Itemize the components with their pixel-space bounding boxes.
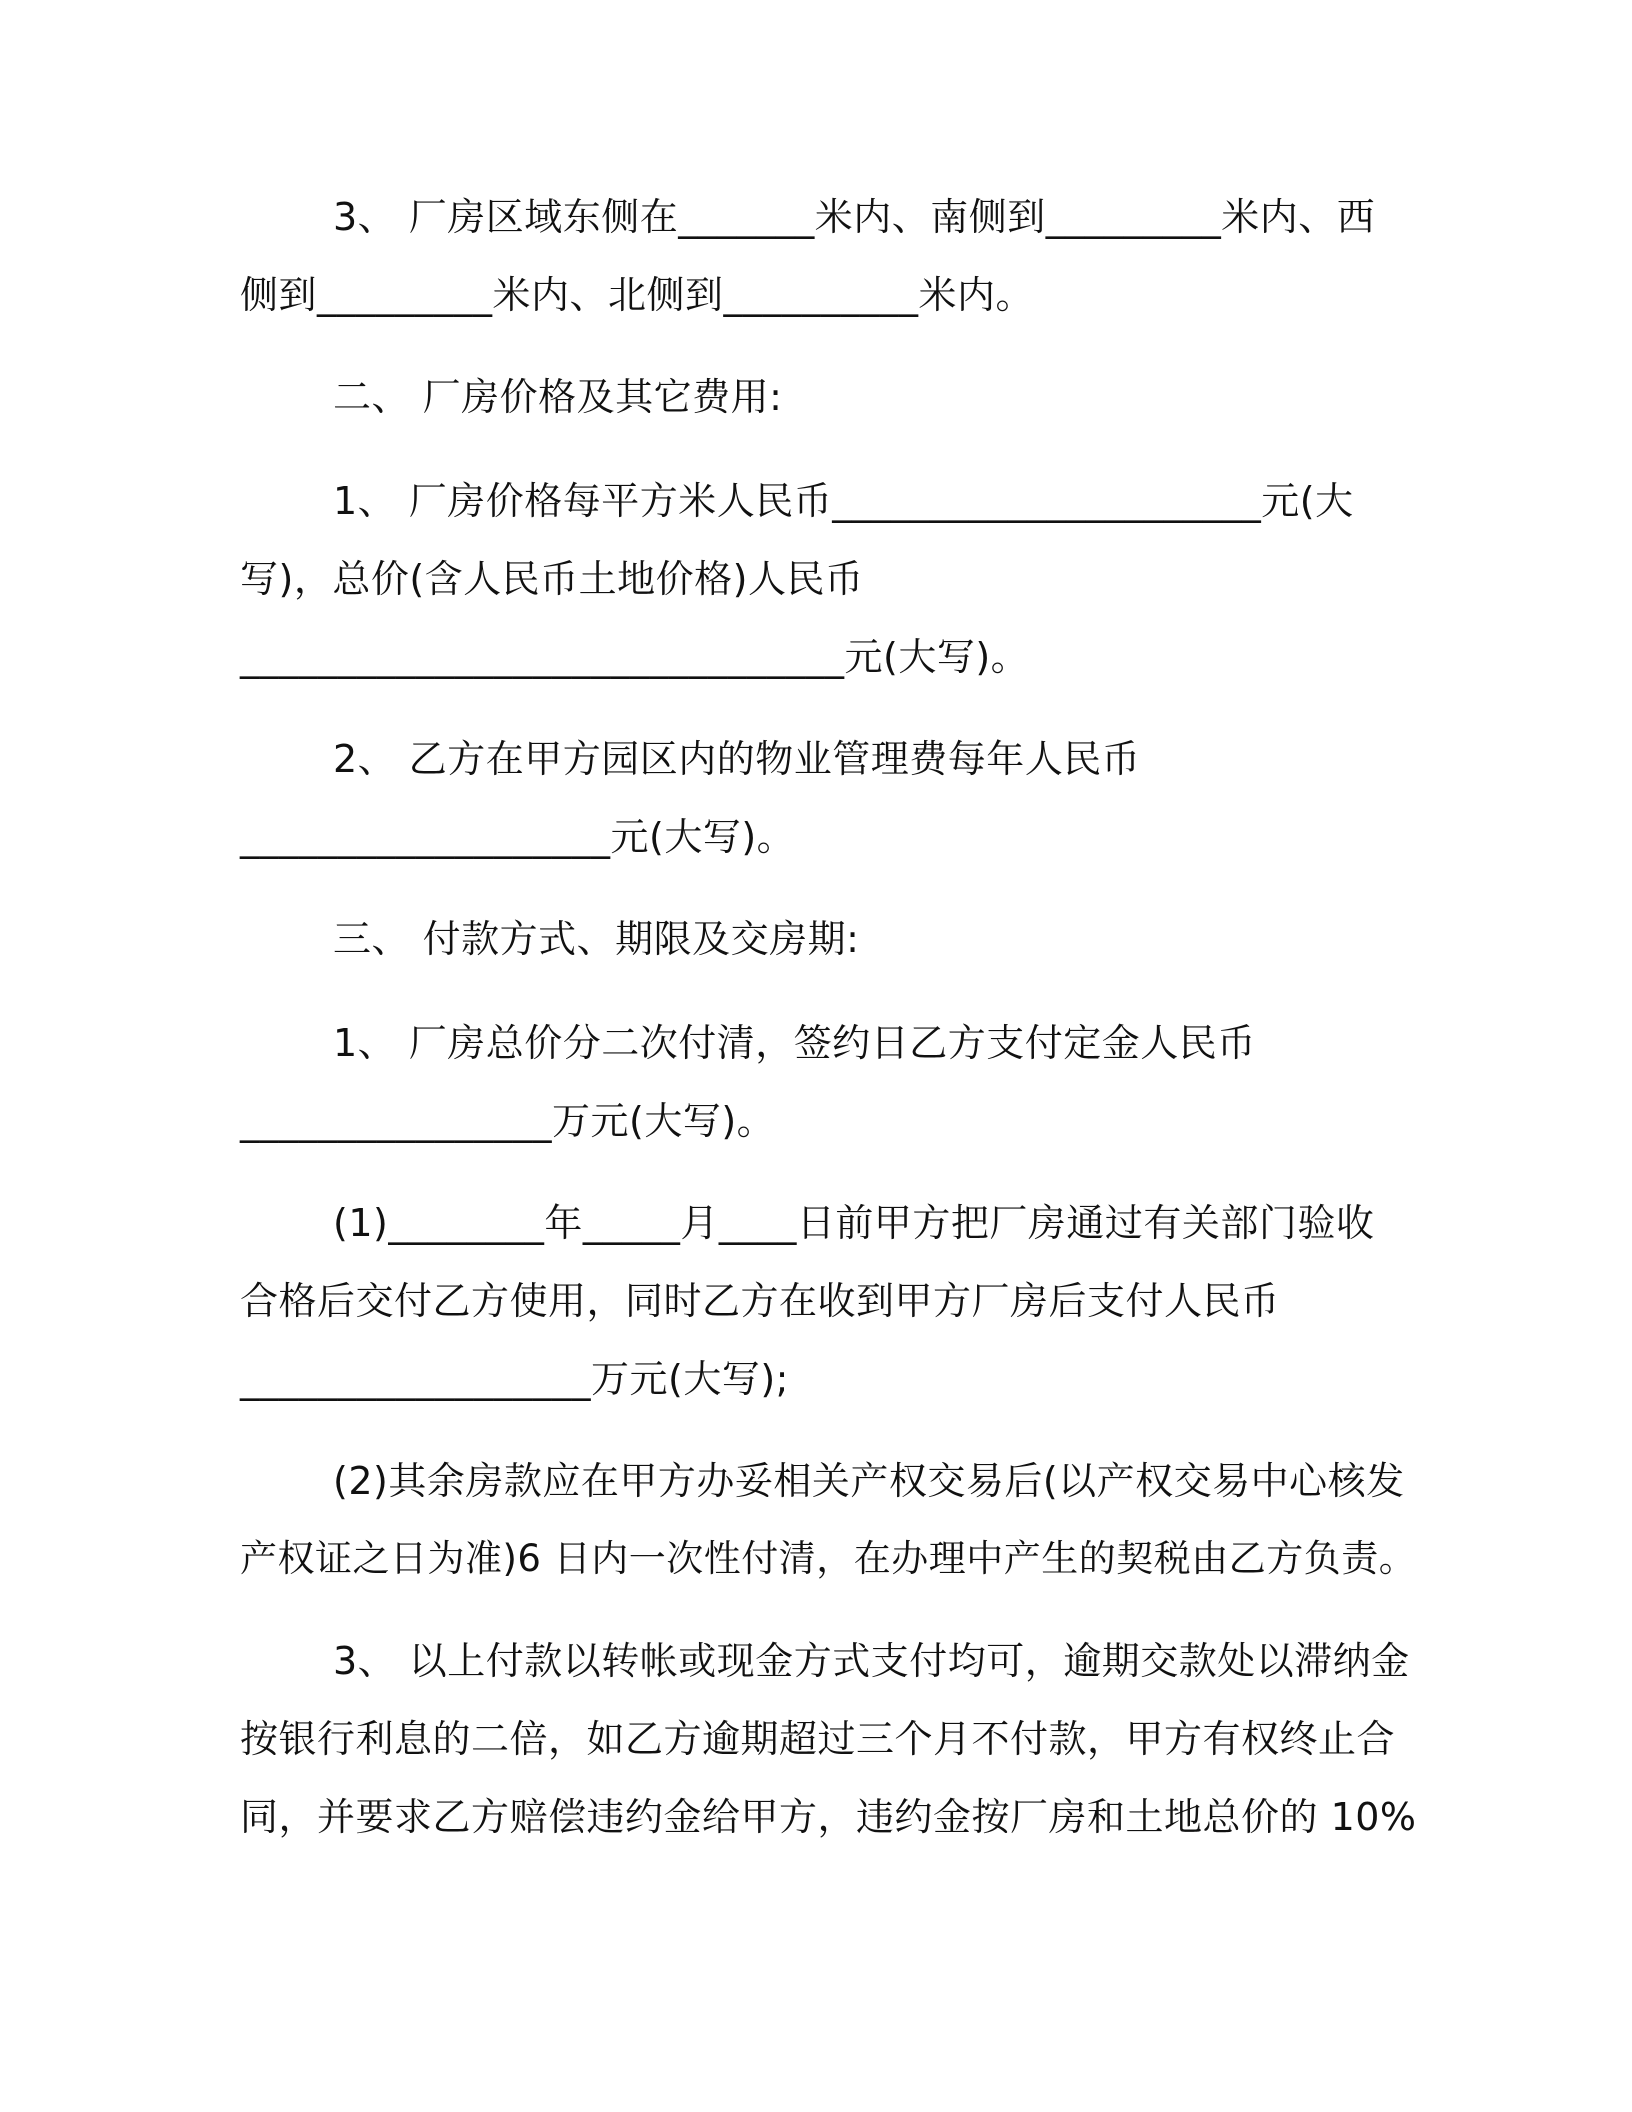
clause-3-1-line-2: ________________万元(大写)。 (240, 1099, 776, 1143)
clause-3-3-line-2: 按银行利息的二倍，如乙方逾期超过三个月不付款，甲方有权终止合 (240, 1717, 1396, 1761)
clause-2-2-line-2: ___________________元(大写)。 (240, 815, 796, 859)
clause-3-1-line-1: 1、 厂房总价分二次付清，签约日乙方支付定金人民币 (333, 1021, 1256, 1065)
item-1-line-1: (1)________年_____月____日前甲方把厂房通过有关部门验收 (333, 1201, 1375, 1245)
clause-3-3-line-1: 3、 以上付款以转帐或现金方式支付均可，逾期交款处以滞纳金 (333, 1639, 1410, 1683)
item-1-line-3: __________________万元(大写); (240, 1357, 789, 1401)
item-1-line-2: 合格后交付乙方使用，同时乙方在收到甲方厂房后支付人民币 (240, 1279, 1280, 1323)
clause-3-3-line-3: 同，并要求乙方赔偿违约金给甲方，违约金按厂房和土地总价的 10% (240, 1795, 1417, 1839)
item-2-line-1: (2)其余房款应在甲方办妥相关产权交易后(以产权交易中心核发 (333, 1459, 1405, 1503)
item-2-line-2: 产权证之日为准)6 日内一次性付清，在办理中产生的契税由乙方负责。 (240, 1537, 1417, 1580)
clause-2-1-line-3: _______________________________元(大写)。 (240, 635, 1030, 679)
clause-2-1-line-1: 1、 厂房价格每平方米人民币______________________元(大 (333, 479, 1354, 523)
clause-3-factory-area-line-2: 侧到_________米内、北侧到__________米内。 (240, 273, 1035, 317)
section-3-heading: 三、 付款方式、期限及交房期: (333, 917, 860, 961)
clause-2-2-line-1: 2、 乙方在甲方园区内的物业管理费每年人民币 (333, 737, 1141, 781)
clause-2-1-line-2: 写)，总价(含人民币土地价格)人民币 (240, 557, 864, 601)
clause-3-factory-area-line-1: 3、 厂房区域东侧在_______米内、南侧到_________米内、西 (333, 195, 1376, 239)
section-2-heading: 二、 厂房价格及其它费用: (333, 375, 783, 419)
